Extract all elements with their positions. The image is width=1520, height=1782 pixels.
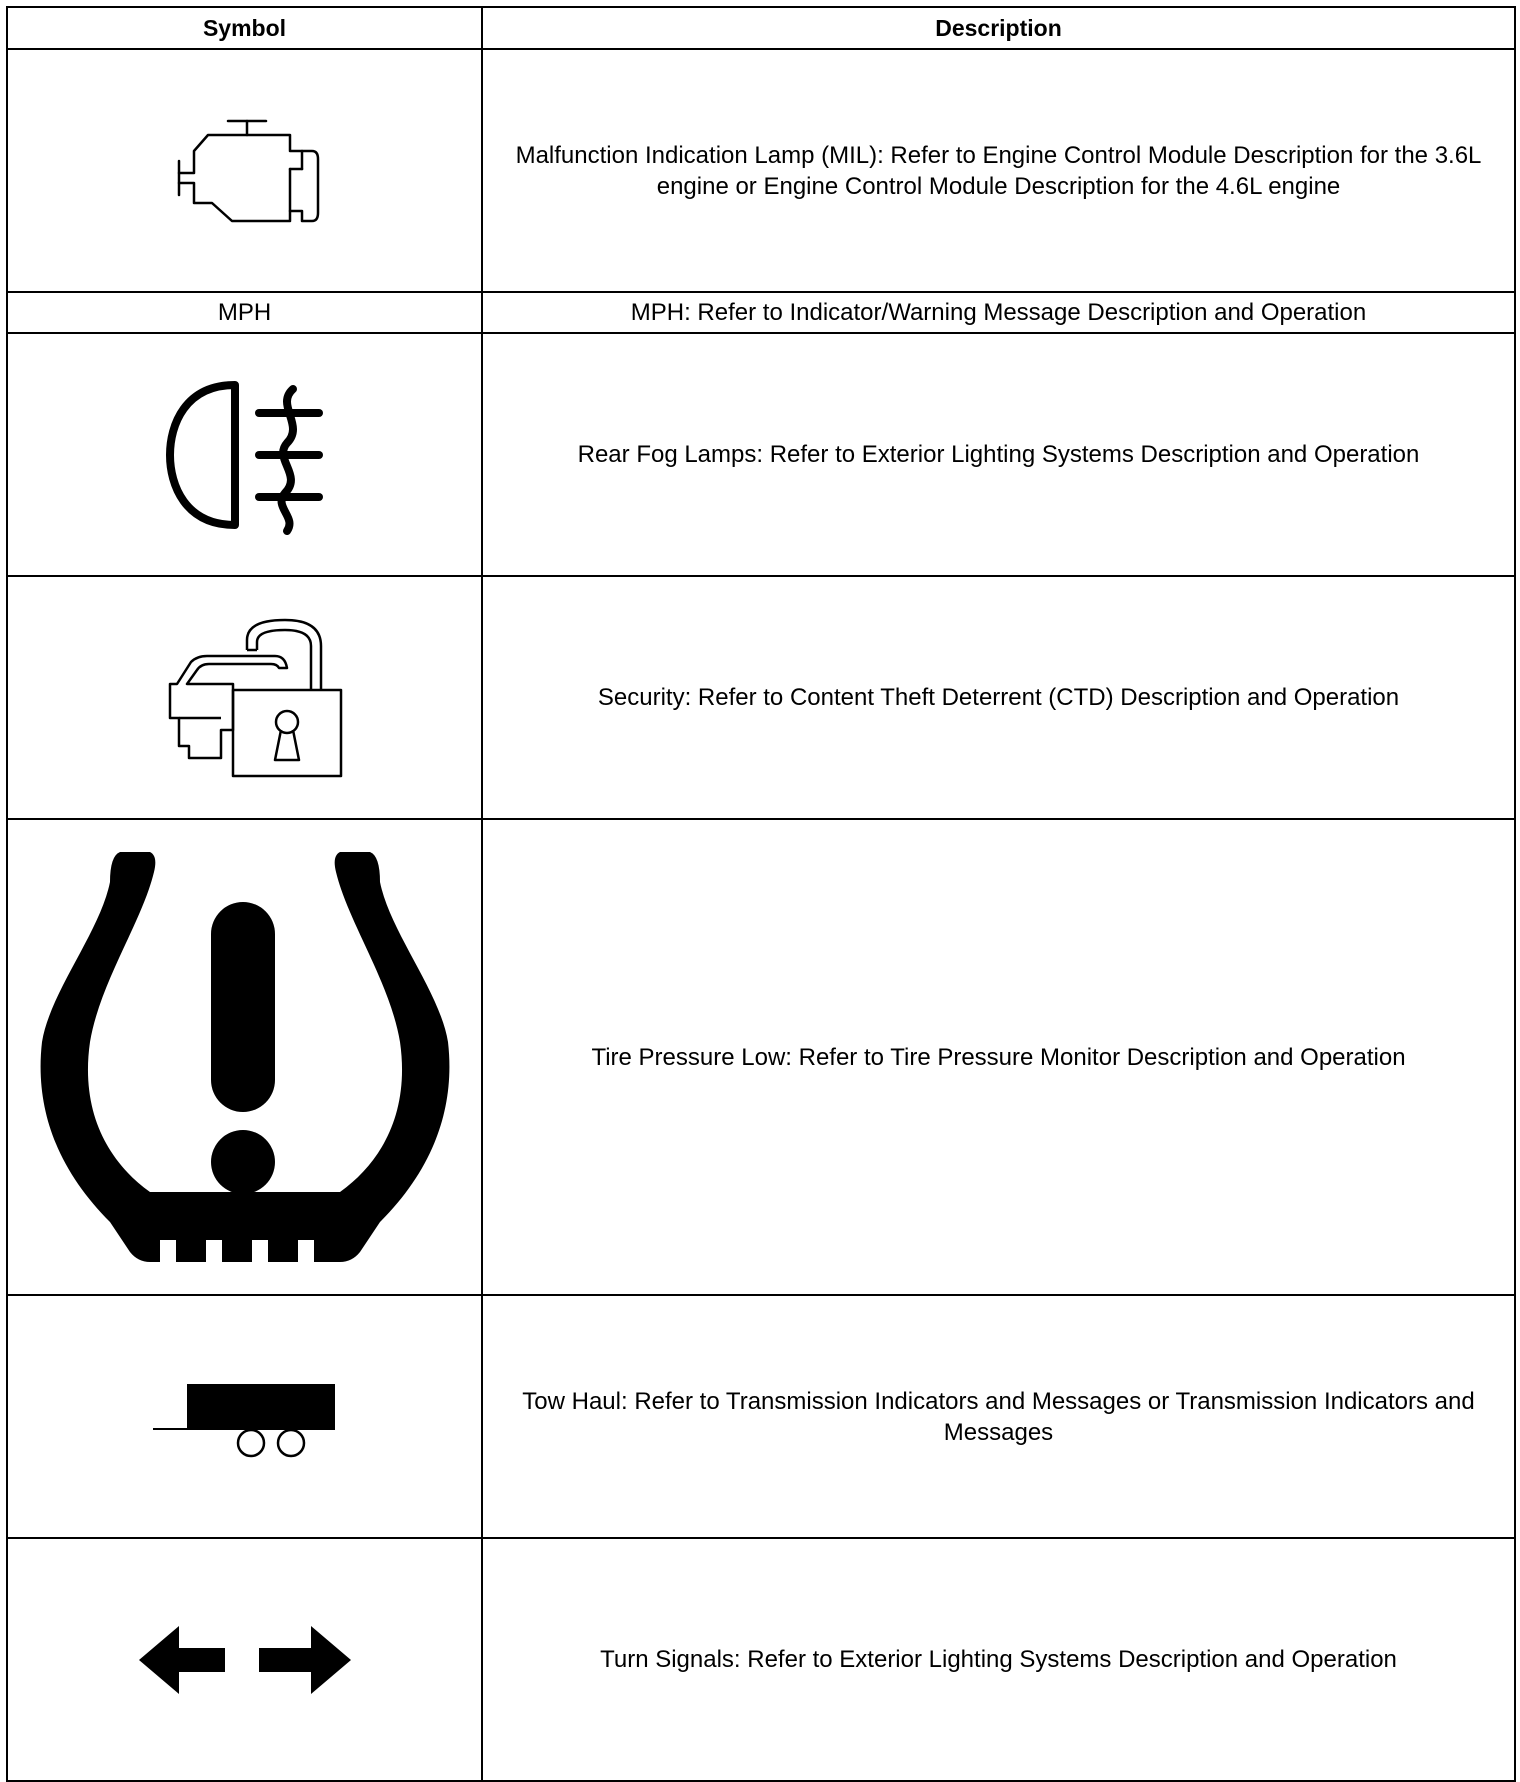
description-cell: Malfunction Indication Lamp (MIL): Refer to Engine Control Module Description for the 3.6L engine or Engine Control Module Description for the 4.6L engine <box>482 49 1515 292</box>
tow-haul-icon <box>145 1372 345 1462</box>
symbol-cell <box>7 49 482 292</box>
security-lock-icon <box>145 618 345 778</box>
symbol-cell <box>7 1538 482 1781</box>
symbol-cell <box>7 576 482 819</box>
tire-pressure-icon <box>30 842 460 1272</box>
description-cell: Rear Fog Lamps: Refer to Exterior Lighting Systems Description and Operation <box>482 333 1515 576</box>
table-row <box>7 1538 1515 1781</box>
description-cell: MPH: Refer to Indicator/Warning Message Description and Operation <box>482 292 1515 333</box>
engine-icon <box>160 111 330 231</box>
symbol-text-mph: MPH <box>7 292 482 333</box>
symbol-cell <box>7 333 482 576</box>
description-column-header: Description <box>482 7 1515 49</box>
description-cell: Turn Signals: Refer to Exterior Lighting Systems Description and Operation <box>482 1538 1515 1781</box>
symbol-table <box>6 6 1516 1782</box>
table-row <box>7 576 1515 819</box>
description-cell: Security: Refer to Content Theft Deterrent (CTD) Description and Operation <box>482 576 1515 819</box>
symbol-column-header: Symbol <box>7 7 482 49</box>
symbol-cell <box>7 819 482 1295</box>
rear-fog-lamp-icon <box>155 375 335 535</box>
table-row <box>7 333 1515 576</box>
table-row <box>7 1295 1515 1538</box>
table-header-row <box>7 7 1515 49</box>
turn-signals-icon <box>135 1620 355 1700</box>
table-row <box>7 292 1515 333</box>
description-cell: Tire Pressure Low: Refer to Tire Pressure Monitor Description and Operation <box>482 819 1515 1295</box>
symbol-cell <box>7 1295 482 1538</box>
description-cell: Tow Haul: Refer to Transmission Indicators and Messages or Transmission Indicators and Messages <box>482 1295 1515 1538</box>
table-row <box>7 49 1515 292</box>
table-row <box>7 819 1515 1295</box>
